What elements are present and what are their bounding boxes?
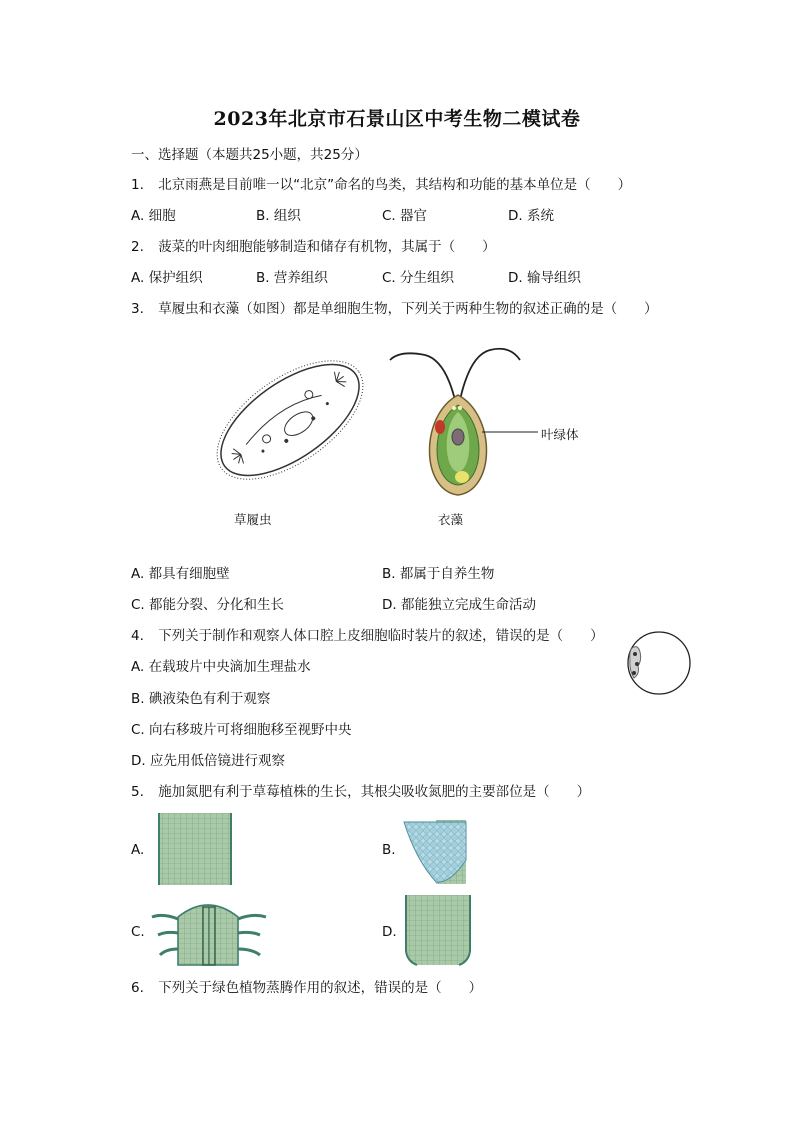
paramecium-label: 草履虫 [234,512,272,527]
question-3 [131,299,658,319]
question-number: 5. [131,784,144,800]
q3-option-d[interactable]: D. 都能独立完成生命活动 [382,597,536,613]
question-text: 北京雨燕是目前唯一以“北京”命名的鸟类，其结构和功能的基本单位是（ ） [158,177,632,193]
chlamydomonas-figure [390,340,550,510]
q1-option-c[interactable]: C. 器官 [382,208,428,224]
root-zone-c-figure [148,893,270,965]
chlamydomonas-label: 衣藻 [438,512,464,527]
q3-option-b[interactable]: B. 都属于自养生物 [382,566,495,582]
question-text: 施加氮肥有利于草莓植株的生长，其根尖吸收氮肥的主要部位是（ ） [158,784,591,800]
q2-option-a[interactable]: A. 保护组织 [131,270,203,286]
q5-option-a[interactable]: A. [131,842,145,858]
question-4 [131,626,604,646]
q4-option-d[interactable]: D. 应先用低倍镜进行观察 [131,753,285,769]
q2-option-d[interactable]: D. 输导组织 [508,270,581,286]
question-number: 3. [131,301,144,317]
question-text: 下列关于绿色植物蒸腾作用的叙述，错误的是（ ） [158,980,483,996]
question-2 [131,237,496,257]
question-text: 草履虫和衣藻（如图）都是单细胞生物，下列关于两种生物的叙述正确的是（ ） [158,301,658,317]
question-number: 2. [131,239,144,255]
q5-option-b[interactable]: B. [382,842,396,858]
root-zone-d-figure [403,895,473,965]
paramecium-figure [200,330,380,510]
question-5 [131,782,590,802]
q1-option-b[interactable]: B. 组织 [256,208,301,224]
question-number: 1. [131,177,144,193]
question-text: 下列关于制作和观察人体口腔上皮细胞临时装片的叙述，错误的是（ ） [158,628,604,644]
q4-option-c[interactable]: C. 向右移玻片可将细胞移至视野中央 [131,722,352,738]
question-number: 6. [131,980,144,996]
q1-option-d[interactable]: D. 系统 [508,208,554,224]
question-6 [131,978,482,998]
question-1 [131,175,631,195]
microscope-view-figure [626,630,692,696]
section-heading: 一、选择题（本题共25小题，共25分） [131,147,368,163]
q2-option-b[interactable]: B. 营养组织 [256,270,328,286]
q2-option-c[interactable]: C. 分生组织 [382,270,455,286]
q3-option-a[interactable]: A. 都具有细胞壁 [131,566,230,582]
q3-option-c[interactable]: C. 都能分裂、分化和生长 [131,597,285,613]
question-text: 菠菜的叶肉细胞能够制造和储存有机物，其属于（ ） [158,239,496,255]
q4-option-a[interactable]: A. 在载玻片中央滴加生理盐水 [131,659,311,675]
question-number: 4. [131,628,144,644]
root-zone-b-figure [402,820,468,884]
q4-option-b[interactable]: B. 碘液染色有利于观察 [131,691,271,707]
chloroplast-label: 叶绿体 [541,427,579,442]
q1-option-a[interactable]: A. 细胞 [131,208,176,224]
q5-option-c[interactable]: C. [131,924,145,940]
q5-option-d[interactable]: D. [382,924,397,940]
root-zone-a-figure [156,813,234,885]
page-title: 2023年北京市石景山区中考生物二模试卷 [213,108,581,130]
